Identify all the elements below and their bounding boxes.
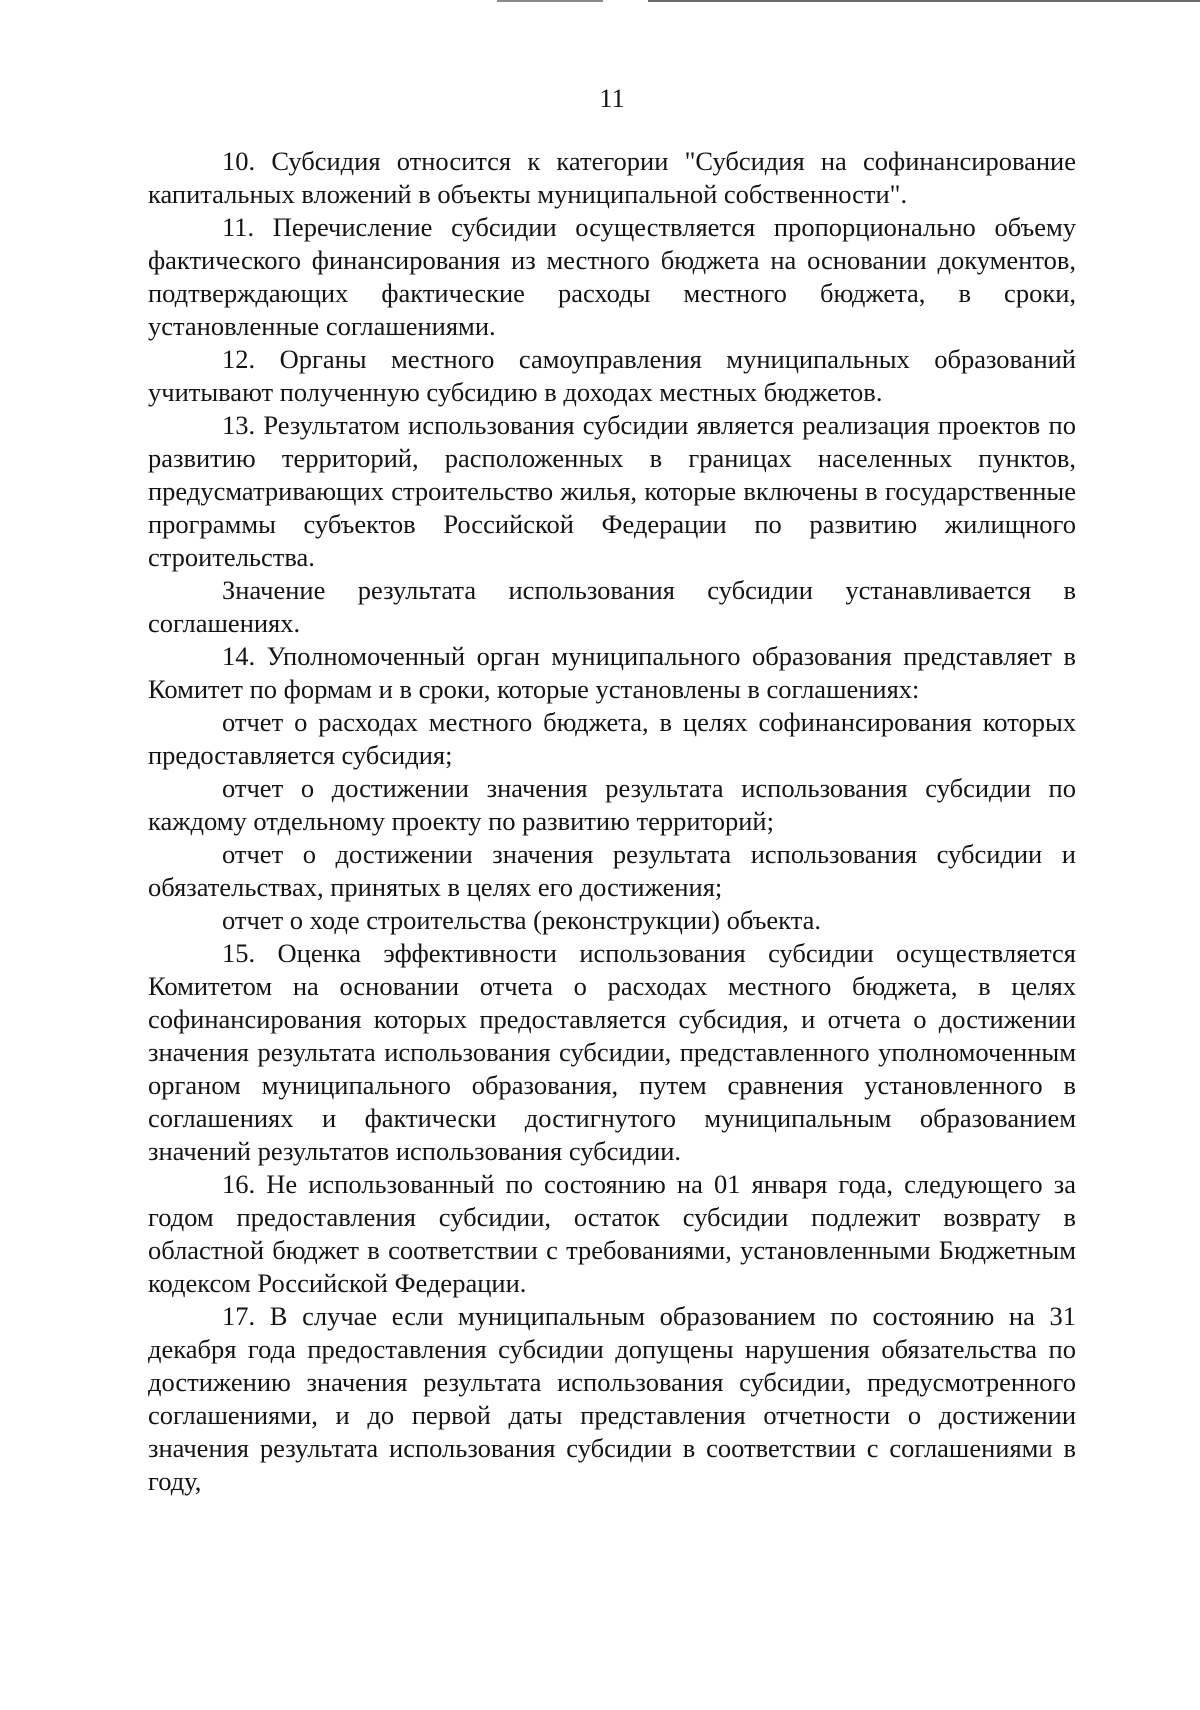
page-number: 11: [599, 83, 625, 113]
paragraph-13: 13. Результатом использования субсидии является реализация проектов по развитию территорий, расположенных в границах населенных пунктов, предусматривающих строительство жилья, которые включены в государственные программы субъектов Российской Федерации по развитию жилищного строительства.: [148, 410, 1076, 572]
scan-edge-line: [648, 0, 1200, 2]
paragraph-17: 17. В случае если муниципальным образованием по состоянию на 31 декабря года предоставления субсидии допущены нарушения обязательства по достижению значения результата использования субсидии, предусмотренного соглашениями, и до первой даты представления отчетности о достижении значения результата использования субсидии в соответствии с соглашениями в году,: [148, 1301, 1076, 1496]
paragraph-11: 11. Перечисление субсидии осуществляется пропорционально объему фактического финансирования из местного бюджета на основании документов, подтверждающих фактические расходы местного бюджета, в сроки, установленные соглашениями.: [148, 212, 1076, 341]
scan-edge-line: [497, 0, 603, 2]
paragraph-14-report-expenses: отчет о расходах местного бюджета, в целях софинансирования которых предоставляется субсидия;: [148, 707, 1076, 770]
paragraph-14-report-construction: отчет о ходе строительства (реконструкции) объекта.: [222, 905, 821, 935]
paragraph-14: 14. Уполномоченный орган муниципального образования представляет в Комитет по формам и в сроки, которые установлены в соглашениях:: [148, 641, 1076, 704]
paragraph-14-report-obligations: отчет о достижении значения результата использования субсидии и обязательствах, принятых в целях его достижения;: [148, 839, 1076, 902]
paragraph-10: 10. Субсидия относится к категории "Субсидия на софинансирование капитальных вложений в объекты муниципальной собственности".: [148, 146, 1076, 209]
paragraph-14-report-projects: отчет о достижении значения результата использования субсидии по каждому отдельному проекту по развитию территорий;: [148, 773, 1076, 836]
paragraph-15: 15. Оценка эффективности использования субсидии осуществляется Комитетом на основании отчета о расходах местного бюджета, в целях софинансирования которых предоставляется субсидия, и отчета о достижении значения результата использования субсидии, представленного уполномоченным органом муниципального образования, путем сравнения установленного в соглашениях и фактически достигнутого муниципальным образованием значений результатов использования субсидии.: [148, 938, 1076, 1166]
paragraph-13-value: Значение результата использования субсидии устанавливается в соглашениях.: [148, 575, 1076, 638]
paragraph-12: 12. Органы местного самоуправления муниципальных образований учитывают полученную субсидию в доходах местных бюджетов.: [148, 344, 1076, 407]
document-page: [148, 82, 1076, 1498]
paragraph-16: 16. Не использованный по состоянию на 01 января года, следующего за годом предоставления субсидии, остаток субсидии подлежит возврату в областной бюджет в соответствии с требованиями, установленными Бюджетным кодексом Российской Федерации.: [148, 1169, 1076, 1298]
